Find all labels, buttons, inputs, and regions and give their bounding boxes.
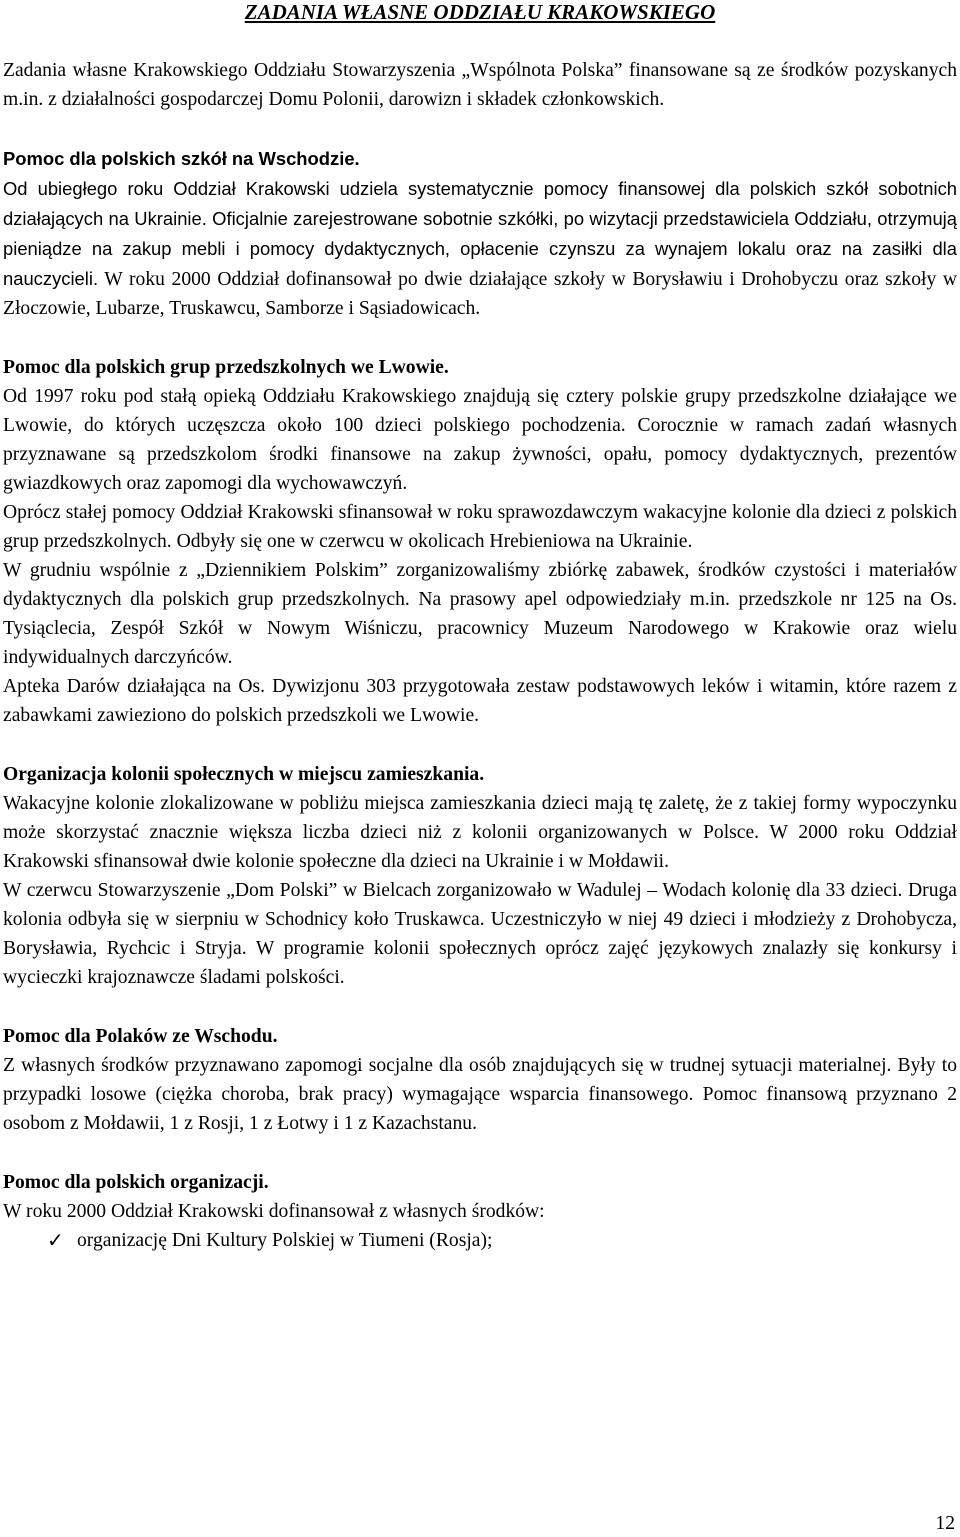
document-page	[3, 0, 957, 1255]
schools-text-part-1: Od ubiegłego roku Oddział Krakowski udziela systematycznie pomocy finansowej dla polskich szkół sobotnich działających na Ukrainie.	[3, 178, 957, 229]
spacer	[3, 992, 957, 1022]
preschool-paragraph-4: Apteka Darów działająca na Os. Dywizjonu 303 przygotowała zestaw podstawowych leków i witamin, które razem z zabawkami zawieziono do polskich przedszkoli we Lwowie.	[3, 676, 957, 726]
colonies-paragraph-2: W czerwcu Stowarzyszenie „Dom Polski” w Bielcach zorganizowało w Wadulej – Wodach kolonię dla 33 dzieci. Druga kolonia odbyła się w sierpniu w Schodnicy koło Truskawca. Uczestniczyło w niej 49 dzieci i młodzieży z Drohobycza, Borysławia, Rychcic i Stryja. W programie kolonii społecznych oprócz zajęć językowych znalazły się konkursy i wycieczki krajoznawcze śladami polskości.	[3, 880, 957, 988]
colonies-paragraph-1: Wakacyjne kolonie zlokalizowane w pobliżu miejsca zamieszkania dzieci mają tę zaletę, że z takiej formy wypoczynku może skorzystać znacznie większa liczba dzieci niż z kolonii organizowanych w Polsce. W 2000 roku Oddział Krakowski sfinansował dwie kolonie społeczne dla dzieci na Ukrainie i w Mołdawii.	[3, 793, 957, 872]
section-heading-organizations: Pomoc dla polskich organizacji.	[3, 1172, 269, 1193]
intro-paragraph: Zadania własne Krakowskiego Oddziału Stowarzyszenia „Wspólnota Polska” finansowane są ze środków pozyskanych m.in. z działalności gospodarczej Domu Polonii, darowizn i składek członkowskich.	[3, 60, 957, 110]
spacer	[3, 28, 957, 56]
preschool-paragraph-3: W grudniu wspólnie z „Dziennikiem Polskim” zorganizowaliśmy zbiórkę zabawek, środków czystości i materiałów dydaktycznych dla polskich grup przedszkolnych. Na prasowy apel odpowiedziały m.in. przedszkole nr 125 na Os. Tysiąclecia, Zespół Szkół w Nowym Wiśniczu, pracownicy Muzeum Narodowego w Krakowie oraz wielu indywidualnych darczyńców.	[3, 560, 957, 668]
organizations-paragraph: W roku 2000 Oddział Krakowski dofinansował z własnych środków:	[3, 1201, 545, 1222]
schools-paragraph	[3, 174, 957, 323]
list-item	[47, 1226, 957, 1255]
spacer	[3, 730, 957, 760]
preschool-paragraph-1: Od 1997 roku pod stałą opieką Oddziału Krakowskiego znajdują się cztery polskie grupy przedszkolne działające we Lwowie, do których uczęszcza około 100 dzieci polskiego pochodzenia. Corocznie w ramach zadań własnych przyznawane są przedszkolom środki finansowe na zakup żywności, opału, pomocy dydaktycznych, prezentów gwiazdkowych oraz zapomogi dla wychowawczyń.	[3, 386, 957, 494]
schools-text-part-3: W roku 2000 Oddział dofinansował po dwie działające szkoły w Borysławiu i Drohobyczu oraz szkoły w Złoczowie, Lubarze, Truskawcu, Samborze i Sąsiadowicach.	[3, 269, 957, 319]
section-heading-east: Pomoc dla Polaków ze Wschodu.	[3, 1026, 278, 1047]
section-heading-schools: Pomoc dla polskich szkół na Wschodzie.	[3, 148, 360, 169]
section-heading-preschool: Pomoc dla polskich grup przedszkolnych we Lwowie.	[3, 357, 449, 378]
spacer	[3, 323, 957, 353]
east-paragraph: Z własnych środków przyznawano zapomogi socjalne dla osób znajdujących się w trudnej sytuacji materialnej. Były to przypadki losowe (ciężka choroba, brak pracy) wymagające wsparcia finansowego. Pomoc finansową przyznano 2 osobom z Mołdawii, 1 z Rosji, 1 z Łotwy i 1 z Kazachstanu.	[3, 1055, 957, 1134]
spacer	[3, 114, 957, 144]
schools-text-part-2: Oficjalnie zarejestrowane sobotnie szkółki, po wizytacji przedstawiciela Oddziału, otrzymują pieniądze na zakup mebli i pomocy dydaktycznych, opłacenie czynszu za wynajem lokalu oraz na zasiłki dla nauczycieli.	[3, 208, 957, 289]
checkmark-icon: ✓	[47, 1228, 64, 1252]
organizations-list	[3, 1226, 957, 1255]
list-item-text: organizację Dni Kultury Polskiej w Tiumeni (Rosja);	[77, 1230, 493, 1251]
section-heading-colonies: Organizacja kolonii społecznych w miejscu zamieszkania.	[3, 764, 485, 785]
preschool-paragraph-2: Oprócz stałej pomocy Oddział Krakowski sfinansował w roku sprawozdawczym wakacyjne kolonie dla dzieci z polskich grup przedszkolnych. Odbyły się one w czerwcu w okolicach Hrebieniowa na Ukrainie.	[3, 502, 957, 552]
page-title: ZADANIA WŁASNE ODDZIAŁU KRAKOWSKIEGO	[244, 0, 716, 24]
page-number: 12	[935, 1513, 955, 1534]
spacer	[3, 1138, 957, 1168]
